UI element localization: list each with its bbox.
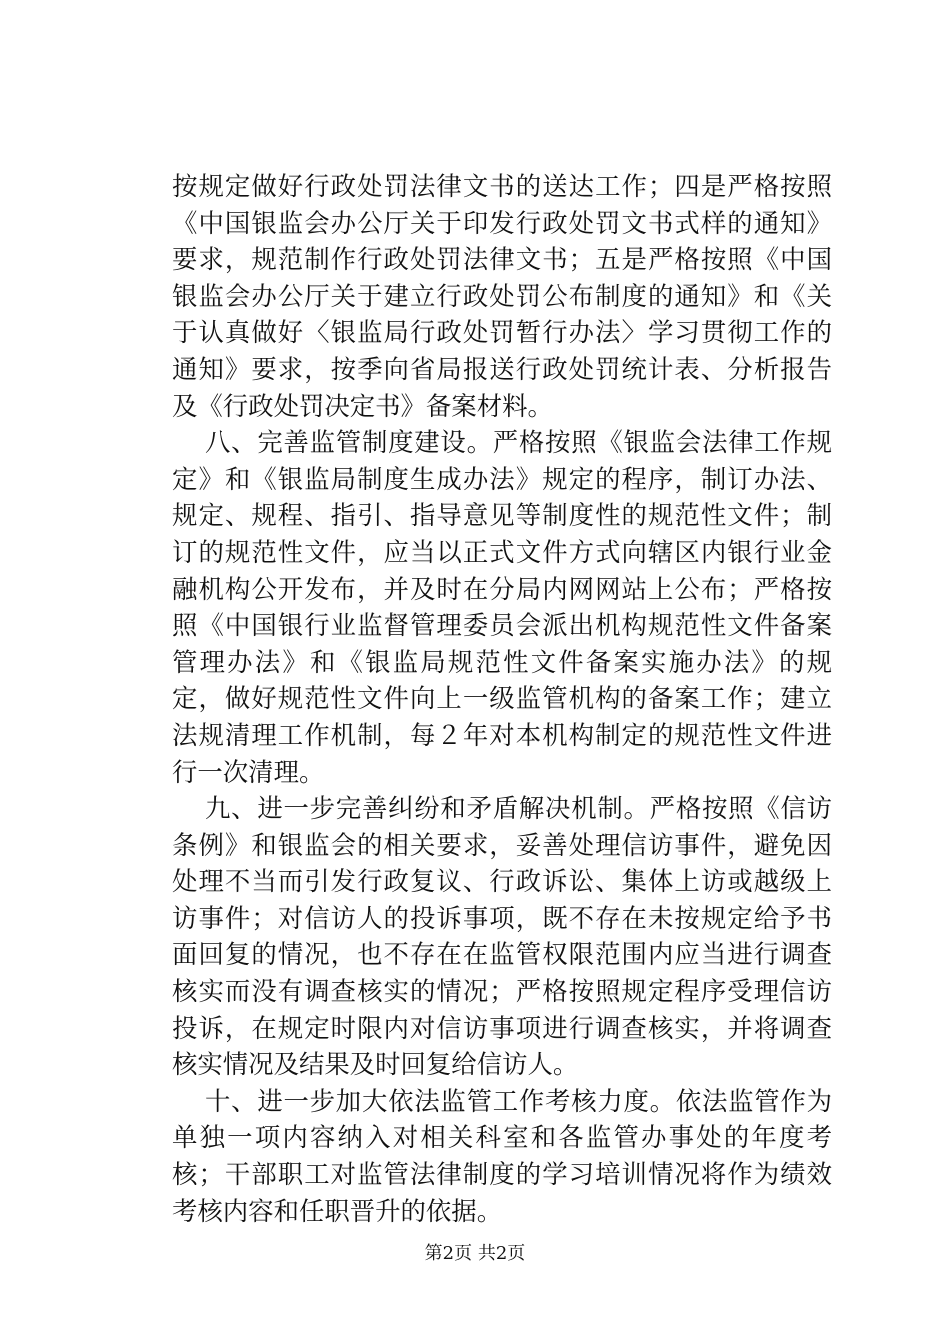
paragraph-section-8: 八、完善监管制度建设。严格按照《银监会法律工作规定》和《银监局制度生成办法》规定的程序，制订办法、规定、规程、指引、指导意见等制度性的规范性文件；制订的规范性文件，应当以正式文件方式向辖区内银行业金融机构公开发布，并及时在分局内网网站上公布；严格按照《中国银行业监督管理委员会派出机构规范性文件备案管理办法》和《银监局规范性文件备案实施办法》的规定，做好规范性文件向上一级监管机构的备案工作；建立法规清理工作机制，每２年对本机构制定的规范性文件进行一次清理。 (172, 427, 832, 787)
document-body (172, 168, 832, 1229)
paragraph-section-10: 十、进一步加大依法监管工作考核力度。依法监管作为单独一项内容纳入对相关科室和各监管办事处的年度考核；干部职工对监管法律制度的学习培训情况将作为绩效考核内容和任职晋升的依据。 (172, 1085, 832, 1226)
page-footer: 第2页 共2页 (424, 1243, 526, 1264)
paragraph-continuation: 按规定做好行政处罚法律文书的送达工作；四是严格按照《中国银监会办公厅关于印发行政处罚文书式样的通知》要求，规范制作行政处罚法律文书；五是严格按照《中国银监会办公厅关于建立行政处罚公布制度的通知》和《关于认真做好〈银监局行政处罚暂行办法〉学习贯彻工作的通知》要求，按季向省局报送行政处罚统计表、分析报告及《行政处罚决定书》备案材料。 (172, 171, 832, 421)
paragraph-section-9: 九、进一步完善纠纷和矛盾解决机制。严格按照《信访条例》和银监会的相关要求，妥善处理信访事件，避免因处理不当而引发行政复议、行政诉讼、集体上访或越级上访事件；对信访人的投诉事项，既不存在未按规定给予书面回复的情况，也不存在在监管权限范围内应当进行调查核实而没有调查核实的情况；严格按照规定程序受理信访投诉，在规定时限内对信访事项进行调查核实，并将调查核实情况及结果及时回复给信访人。 (172, 793, 832, 1080)
